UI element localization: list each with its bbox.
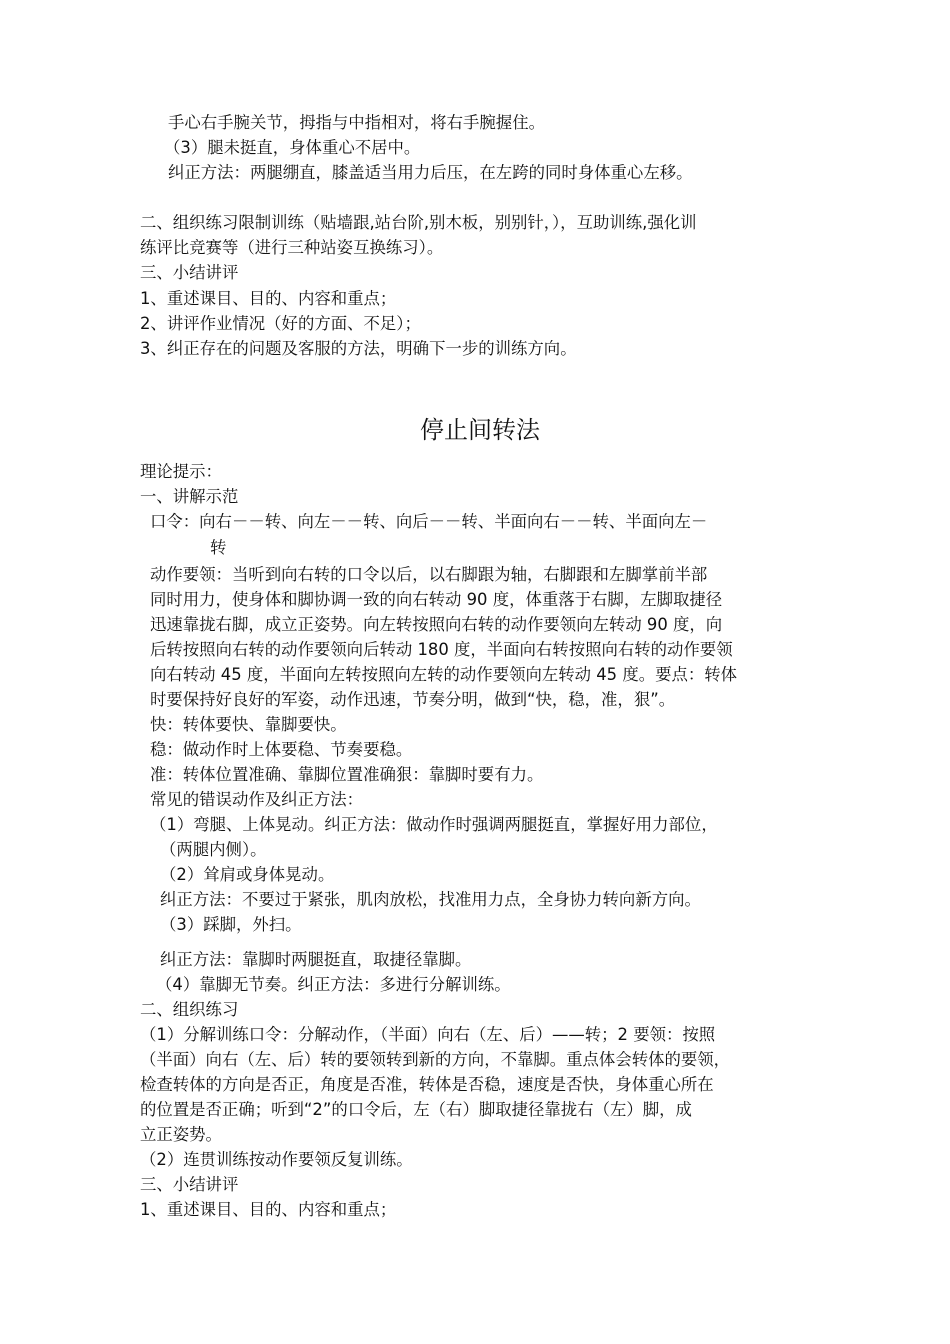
text-line: 后转按照向右转的动作要领向后转动 180 度，半面向右转按照向右转的动作要领 [150,640,733,659]
text-line: （两腿内侧）。 [160,840,267,859]
text-line: 时要保持好良好的军姿，动作迅速，节奏分明，做到“快，稳，准，狠”。 [150,690,676,709]
text-line: 转 [210,538,227,557]
text-line: 2、讲评作业情况（好的方面、不足）； [140,314,421,333]
text-line: （4）靠脚无节奏。纠正方法：多进行分解训练。 [156,975,511,994]
text-line: 向右转动 45 度，半面向左转按照向左转的动作要领向左转动 45 度。要点：转体 [150,665,738,684]
text-line: 准：转体位置准确、靠脚位置准确狠：靠脚时要有力。 [150,765,544,784]
text-line: 立正姿势。 [140,1125,222,1144]
text-line: （1）弯腿、上体晃动。纠正方法：做动作时强调两腿挺直，掌握好用力部位， [150,815,718,834]
text-line: 三、小结讲评 [140,263,239,282]
text-line: 口令：向右－－转、向左－－转、向后－－转、半面向右－－转、半面向左－ [150,512,708,531]
text-line: （1）分解训练口令：分解动作，（半面）向右（左、后）——转；2 要领：按照 [140,1025,716,1044]
text-line: （2）耸肩或身体晃动。 [160,865,335,884]
text-line: 3、纠正存在的问题及客服的方法，明确下一步的训练方向。 [140,339,577,358]
text-line: 纠正方法：靠脚时两腿挺直，取捷径靠脚。 [160,950,472,969]
text-line: 纠正方法：不要过于紧张，肌肉放松，找准用力点，全身协力转向新方向。 [160,890,701,909]
text-line: 三、小结讲评 [140,1175,239,1194]
text-line: （2）连贯训练按动作要领反复训练。 [140,1150,413,1169]
text-line: 迅速靠拢右脚，成立正姿势。向左转按照向右转的动作要领向左转动 90 度，向 [150,615,723,634]
text-line: 快：转体要快、靠脚要快。 [150,715,347,734]
text-line: （3）腿未挺直，身体重心不居中。 [164,138,421,157]
text-line: 常见的错误动作及纠正方法： [150,790,364,809]
text-line: 1、重述课目、目的、内容和重点； [140,289,397,308]
text-line: 手心右手腕关节，拇指与中指相对，将右手腕握住。 [168,113,545,132]
text-line: 二、组织练习限制训练（贴墙跟,站台阶,别木板，别别针，），互助训练,强化训 [140,213,697,232]
text-line: 二、组织练习 [140,1000,239,1019]
text-line: （3）踩脚，外扫。 [160,915,302,934]
text-line: 1、重述课目、目的、内容和重点； [140,1200,397,1219]
text-line: （半面）向右（左、后）转的要领转到新的方向，不靠脚。重点体会转体的要领， [140,1050,731,1069]
text-line: 理论提示： [140,462,222,481]
section-title: 停止间转法 [420,416,540,444]
text-line: 的位置是否正确；听到“2”的口令后，左（右）脚取捷径靠拢右（左）脚，成 [140,1100,692,1119]
text-line: 稳：做动作时上体要稳、节奏要稳。 [150,740,413,759]
text-line: 练评比竞赛等（进行三种站姿互换练习）。 [140,238,444,257]
text-line: 动作要领：当听到向右转的口令以后，以右脚跟为轴，右脚跟和左脚掌前半部 [150,565,708,584]
text-line: 同时用力，使身体和脚协调一致的向右转动 90 度，体重落于右脚，左脚取捷径 [150,590,723,609]
text-line: 检查转体的方向是否正，角度是否准，转体是否稳，速度是否快，身体重心所在 [140,1075,714,1094]
text-line: 一、讲解示范 [140,487,239,506]
text-line: 纠正方法：两腿绷直，膝盖适当用力后压，在左跨的同时身体重心左移。 [168,163,693,182]
